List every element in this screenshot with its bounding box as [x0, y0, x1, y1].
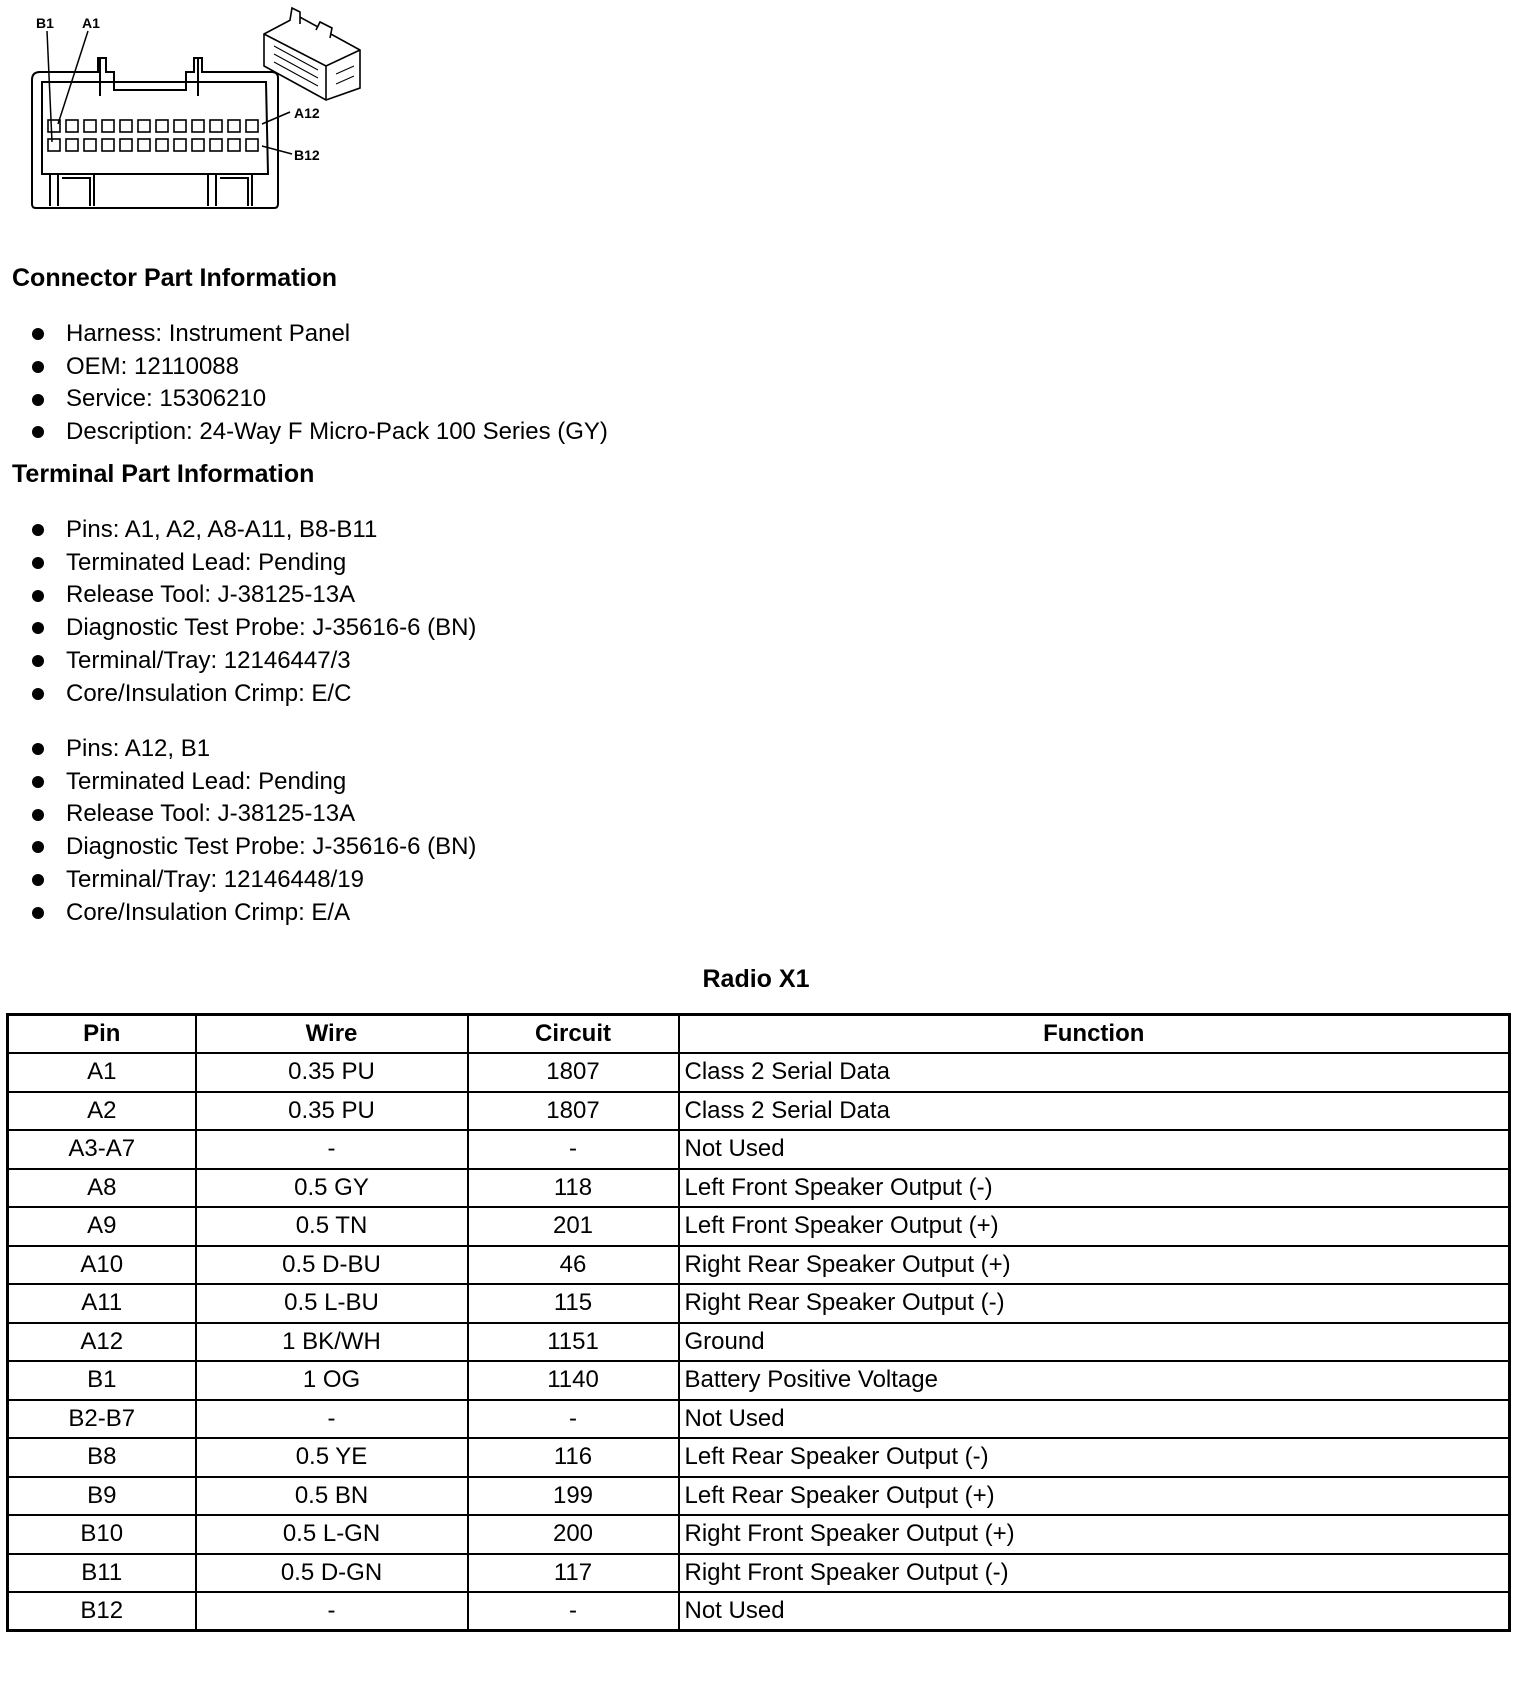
bullet-icon [32, 743, 44, 755]
table-row [8, 1361, 1510, 1400]
cell-wire: 0.5 L-GN [196, 1515, 468, 1554]
terminal-group-1-list [30, 514, 476, 710]
pin-b-cavity [246, 139, 258, 151]
pin-b-cavity [66, 139, 78, 151]
pin-a-cavity [192, 120, 204, 132]
cell-function: Right Rear Speaker Output (+) [679, 1246, 1510, 1285]
pin-table [6, 1013, 1511, 1632]
bullet-icon [32, 907, 44, 919]
cell-function: Class 2 Serial Data [679, 1092, 1510, 1131]
table-title: Radio X1 [702, 965, 810, 993]
bullet-icon [32, 328, 44, 340]
list-item [30, 678, 476, 711]
cell-function: Class 2 Serial Data [679, 1053, 1510, 1092]
table-row [8, 1284, 1510, 1323]
bottom-latch-right [208, 174, 252, 206]
label-a1: A1 [82, 15, 100, 31]
cell-circuit: 116 [468, 1438, 679, 1477]
table-body [8, 1053, 1510, 1631]
table-row [8, 1477, 1510, 1516]
list-item [30, 766, 476, 799]
pin-a-cavity [210, 120, 222, 132]
table-row [8, 1554, 1510, 1593]
bullet-icon [32, 557, 44, 569]
bullet-icon [32, 841, 44, 853]
bullet-icon [32, 655, 44, 667]
list-item-text: Terminal/Tray: 12146448/19 [66, 865, 364, 893]
header-circuit: Circuit [468, 1015, 679, 1054]
bottom-latch-left [50, 174, 94, 206]
pin-row-a [48, 120, 258, 132]
list-item-text: Terminated Lead: Pending [66, 548, 347, 576]
table-header-row [8, 1015, 1510, 1054]
cell-pin: A9 [8, 1207, 196, 1246]
pin-a-cavity [102, 120, 114, 132]
bullet-icon [32, 776, 44, 788]
cell-pin: A11 [8, 1284, 196, 1323]
list-item [30, 351, 608, 384]
bullet-icon [32, 622, 44, 634]
list-item [30, 547, 476, 580]
leader-line-a1 [58, 31, 88, 124]
table-row [8, 1438, 1510, 1477]
cell-wire: - [196, 1130, 468, 1169]
list-item-text: Terminal/Tray: 12146447/3 [66, 646, 351, 674]
list-item [30, 612, 476, 645]
pin-b-cavity [120, 139, 132, 151]
list-item-text: Core/Insulation Crimp: E/C [66, 679, 352, 707]
label-b1: B1 [36, 15, 54, 31]
terminal-part-heading: Terminal Part Information [12, 460, 315, 488]
list-item [30, 514, 476, 547]
pin-a-cavity [66, 120, 78, 132]
list-item [30, 733, 476, 766]
cell-function: Not Used [679, 1130, 1510, 1169]
cell-circuit: 118 [468, 1169, 679, 1208]
cell-function: Left Front Speaker Output (-) [679, 1169, 1510, 1208]
cell-circuit: 1151 [468, 1323, 679, 1362]
cell-wire: 0.5 L-BU [196, 1284, 468, 1323]
cell-function: Right Front Speaker Output (+) [679, 1515, 1510, 1554]
list-item-text: Harness: Instrument Panel [66, 320, 351, 347]
table-row [8, 1400, 1510, 1439]
cell-wire: 0.35 PU [196, 1053, 468, 1092]
list-item-text: Description: 24-Way F Micro-Pack 100 Series (GY) [66, 418, 608, 446]
table-row [8, 1592, 1510, 1631]
pin-a-cavity [156, 120, 168, 132]
cell-wire: 0.5 D-GN [196, 1554, 468, 1593]
pin-b-cavity [138, 139, 150, 151]
cell-circuit: 1807 [468, 1092, 679, 1131]
bullet-icon [32, 590, 44, 602]
connector-part-heading: Connector Part Information [12, 264, 338, 292]
bullet-icon [32, 361, 44, 373]
bullet-icon [32, 394, 44, 406]
header-function: Function [679, 1015, 1510, 1054]
list-item [30, 831, 476, 864]
cell-circuit: 199 [468, 1477, 679, 1516]
table-row [8, 1207, 1510, 1246]
cell-pin: A2 [8, 1092, 196, 1131]
cell-function: Not Used [679, 1592, 1510, 1631]
table-row [8, 1169, 1510, 1208]
cell-pin: B11 [8, 1554, 196, 1593]
cell-pin: B10 [8, 1515, 196, 1554]
cell-circuit: 115 [468, 1284, 679, 1323]
table-row [8, 1323, 1510, 1362]
list-item-text: Terminated Lead: Pending [66, 767, 347, 795]
cell-wire: 0.5 YE [196, 1438, 468, 1477]
list-item [30, 318, 608, 351]
pin-b-cavity [228, 139, 240, 151]
pin-b-cavity [48, 139, 60, 151]
list-item-text: Release Tool: J-38125-13A [66, 581, 356, 609]
list-item-text: Release Tool: J-38125-13A [66, 800, 356, 828]
list-item [30, 579, 476, 612]
list-item-text: Diagnostic Test Probe: J-35616-6 (BN) [66, 614, 477, 642]
pin-a-cavity [138, 120, 150, 132]
header-wire: Wire [196, 1015, 468, 1054]
cell-function: Battery Positive Voltage [679, 1361, 1510, 1400]
cell-pin: B12 [8, 1592, 196, 1631]
table-row [8, 1053, 1510, 1092]
list-item [30, 416, 608, 449]
list-item [30, 798, 476, 831]
cell-wire: 0.5 TN [196, 1207, 468, 1246]
bullet-icon [32, 426, 44, 438]
cell-circuit: 201 [468, 1207, 679, 1246]
pin-b-cavity [210, 139, 222, 151]
cell-pin: A12 [8, 1323, 196, 1362]
terminal-group-2-list [30, 733, 476, 929]
table-row [8, 1092, 1510, 1131]
cell-circuit: - [468, 1130, 679, 1169]
list-item-text: Service: 15306210 [66, 385, 267, 413]
cell-circuit: 1807 [468, 1053, 679, 1092]
list-item [30, 864, 476, 897]
connector-housing [32, 58, 278, 208]
list-item-text: Pins: A12, B1 [66, 735, 211, 762]
cell-pin: B2-B7 [8, 1400, 196, 1439]
cell-wire: 1 BK/WH [196, 1323, 468, 1362]
table-row [8, 1246, 1510, 1285]
cell-pin: A8 [8, 1169, 196, 1208]
pin-a-cavity [174, 120, 186, 132]
table-row [8, 1515, 1510, 1554]
list-item-text: OEM: 12110088 [66, 352, 240, 380]
cell-circuit: 46 [468, 1246, 679, 1285]
pin-b-cavity [102, 139, 114, 151]
cell-circuit: 117 [468, 1554, 679, 1593]
cell-wire: - [196, 1400, 468, 1439]
cell-circuit: 1140 [468, 1361, 679, 1400]
pin-a-cavity [246, 120, 258, 132]
cell-circuit: - [468, 1400, 679, 1439]
connector-part-list [30, 318, 608, 449]
cell-pin: B1 [8, 1361, 196, 1400]
cell-function: Left Rear Speaker Output (-) [679, 1438, 1510, 1477]
cell-pin: B8 [8, 1438, 196, 1477]
cell-circuit: - [468, 1592, 679, 1631]
label-b12: B12 [294, 147, 320, 163]
pin-b-cavity [156, 139, 168, 151]
pin-a-cavity [120, 120, 132, 132]
connector-inner-housing [42, 82, 268, 174]
connector-diagram [0, 0, 380, 220]
list-item-text: Pins: A1, A2, A8-A11, B8-B11 [66, 516, 378, 543]
cell-circuit: 200 [468, 1515, 679, 1554]
cell-wire: - [196, 1592, 468, 1631]
list-item-text: Core/Insulation Crimp: E/A [66, 898, 351, 926]
cell-wire: 0.35 PU [196, 1092, 468, 1131]
list-item [30, 383, 608, 416]
pin-b-cavity [192, 139, 204, 151]
cell-function: Right Rear Speaker Output (-) [679, 1284, 1510, 1323]
cell-wire: 1 OG [196, 1361, 468, 1400]
table-row [8, 1130, 1510, 1169]
cell-function: Left Front Speaker Output (+) [679, 1207, 1510, 1246]
cell-pin: A1 [8, 1053, 196, 1092]
pin-row-b [48, 139, 258, 151]
bullet-icon [32, 809, 44, 821]
pin-b-cavity [174, 139, 186, 151]
cell-wire: 0.5 D-BU [196, 1246, 468, 1285]
pin-a-cavity [84, 120, 96, 132]
cell-function: Left Rear Speaker Output (+) [679, 1477, 1510, 1516]
list-item [30, 645, 476, 678]
pin-a-cavity [228, 120, 240, 132]
bullet-icon [32, 524, 44, 536]
header-pin: Pin [8, 1015, 196, 1054]
list-item [30, 897, 476, 930]
cell-pin: A10 [8, 1246, 196, 1285]
cell-function: Not Used [679, 1400, 1510, 1439]
bullet-icon [32, 688, 44, 700]
cell-function: Right Front Speaker Output (-) [679, 1554, 1510, 1593]
pin-b-cavity [84, 139, 96, 151]
label-a12: A12 [294, 105, 320, 121]
cell-wire: 0.5 BN [196, 1477, 468, 1516]
list-item-text: Diagnostic Test Probe: J-35616-6 (BN) [66, 833, 477, 861]
cell-wire: 0.5 GY [196, 1169, 468, 1208]
cell-function: Ground [679, 1323, 1510, 1362]
bullet-icon [32, 874, 44, 886]
cell-pin: B9 [8, 1477, 196, 1516]
cell-pin: A3-A7 [8, 1130, 196, 1169]
